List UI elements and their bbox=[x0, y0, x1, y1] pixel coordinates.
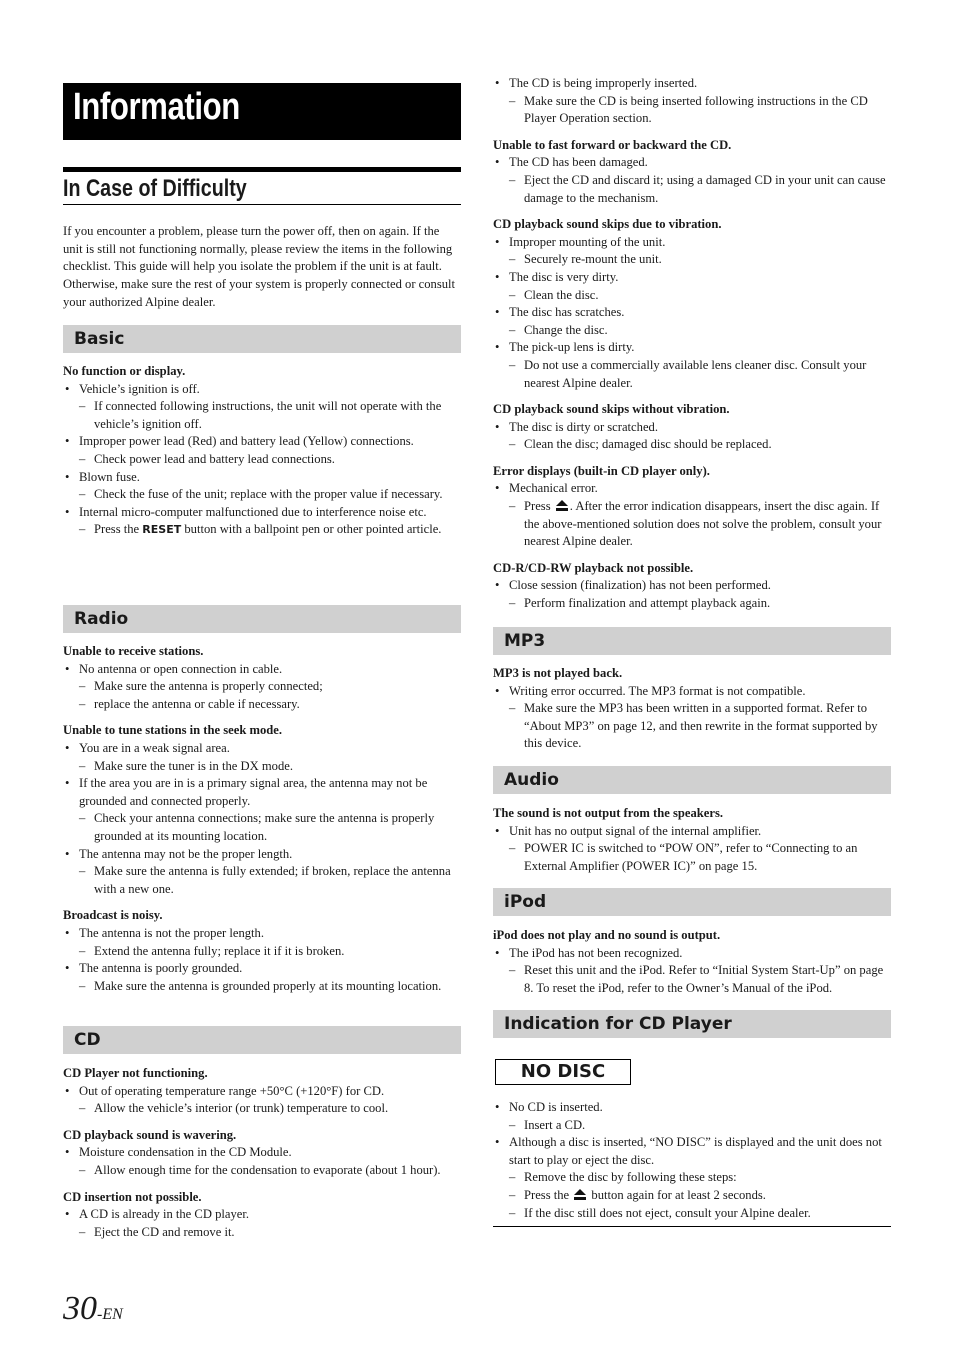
solution: – Extend the antenna fully; replace it if it is broken. bbox=[63, 943, 461, 961]
solution: – Check power lead and battery lead connections. bbox=[63, 451, 461, 469]
solution: – Make sure the MP3 has been written in a supported format. Refer to “About MP3” on page 12, and then rewrite in the format supported by this device. bbox=[493, 700, 891, 753]
cause: • No antenna or open connection in cable. bbox=[63, 661, 461, 679]
text: button with a ballpoint pen or other pointed article. bbox=[181, 522, 442, 537]
text: If the disc still does not eject, consult your Alpine dealer. bbox=[524, 1205, 811, 1220]
cd-block-left bbox=[63, 1065, 461, 1241]
heading-basic: Basic bbox=[63, 325, 461, 353]
heading-mp3: MP3 bbox=[493, 627, 891, 655]
question: CD-R/CD-RW playback not possible. bbox=[493, 560, 694, 575]
solution: – Securely re-mount the unit. bbox=[493, 251, 891, 269]
solution: – Make sure the antenna is properly connected; bbox=[63, 678, 461, 696]
radio-block bbox=[63, 643, 461, 995]
ipod-block bbox=[493, 927, 891, 997]
cause: • The disc is dirty or scratched. bbox=[493, 419, 891, 437]
solution bbox=[493, 498, 891, 551]
solution: – Make sure the antenna is fully extended; if broken, replace the antenna with a new one. bbox=[63, 863, 461, 898]
cause: • The CD has been damaged. bbox=[493, 154, 891, 172]
cause: • Improper mounting of the unit. bbox=[493, 234, 891, 252]
cause: • Vehicle’s ignition is off. bbox=[63, 381, 461, 399]
cause: • If the area you are in is a primary signal area, the antenna may not be grounded and connected properly. bbox=[63, 775, 461, 810]
solution: – Clean the disc; damaged disc should be replaced. bbox=[493, 436, 891, 454]
solution: – Allow enough time for the condensation to evaporate (about 1 hour). bbox=[63, 1162, 461, 1180]
heading-audio: Audio bbox=[493, 766, 891, 794]
question: Unable to receive stations. bbox=[63, 644, 204, 658]
cause: • The disc has scratches. bbox=[493, 304, 891, 322]
text: Press the bbox=[524, 1187, 573, 1202]
cause: • Writing error occurred. The MP3 format is not compatible. bbox=[493, 683, 891, 701]
solution: – Check your antenna connections; make sure the antenna is properly grounded at its mounting location. bbox=[63, 810, 461, 845]
text: . After the error indication disappears, insert the disc again. If the above-mentioned solution does not solve the problem, consult your nearest Alpine dealer. bbox=[524, 499, 882, 549]
solution: – If connected following instructions, the unit will not operate with the vehicle’s ignition off. bbox=[63, 398, 461, 433]
heading-ipod: iPod bbox=[493, 888, 891, 916]
question: CD insertion not possible. bbox=[63, 1189, 202, 1204]
question: MP3 is not played back. bbox=[493, 666, 623, 680]
cause: • Although a disc is inserted, “NO DISC” is displayed and the unit does not start to play or eject the disc. bbox=[493, 1134, 891, 1169]
cause: • The antenna is not the proper length. bbox=[63, 925, 461, 943]
question: CD Player not functioning. bbox=[63, 1066, 208, 1080]
basic-block bbox=[63, 363, 461, 539]
heading-cd: CD bbox=[63, 1026, 461, 1054]
cause: • The CD is being improperly inserted. bbox=[493, 75, 891, 93]
section-title-bar bbox=[63, 167, 461, 205]
question: Broadcast is noisy. bbox=[63, 908, 163, 923]
solution: – Change the disc. bbox=[493, 322, 891, 340]
solution: – Remove the disc by following these steps: bbox=[493, 1169, 891, 1187]
solution: – POWER IC is switched to “POW ON”, refer to “Connecting to an External Amplifier (POWER IC)” on page 15. bbox=[493, 840, 891, 875]
cd-block-right bbox=[493, 75, 891, 613]
solution: – Eject the CD and discard it; using a damaged CD in your unit can cause damage to the mechanism. bbox=[493, 172, 891, 207]
heading-radio: Radio bbox=[63, 605, 461, 633]
cause: • The disc is very dirty. bbox=[493, 269, 891, 287]
solution: – Do not use a commercially available lens cleaner disc. Consult your nearest Alpine dealer. bbox=[493, 357, 891, 392]
solution bbox=[63, 521, 461, 539]
question: Unable to fast forward or backward the CD. bbox=[493, 137, 732, 152]
solution-step bbox=[493, 1187, 891, 1205]
solution: – Check the fuse of the unit; replace with the proper value if necessary. bbox=[63, 486, 461, 504]
cause: • The iPod has not been recognized. bbox=[493, 945, 891, 963]
page-title: Information bbox=[73, 86, 240, 128]
cause: • A CD is already in the CD player. bbox=[63, 1206, 461, 1224]
cause: • Unit has no output signal of the internal amplifier. bbox=[493, 823, 891, 841]
question: Unable to tune stations in the seek mode. bbox=[63, 723, 283, 738]
text: Press the bbox=[94, 522, 143, 537]
mp3-block bbox=[493, 665, 891, 753]
solution: – Clean the disc. bbox=[493, 287, 891, 305]
no-disc-display: NO DISC bbox=[495, 1059, 631, 1085]
cause: • Close session (finalization) has not been performed. bbox=[493, 577, 891, 595]
cause: • Internal micro-computer malfunctioned due to interference noise etc. bbox=[63, 504, 461, 522]
solution: – Perform finalization and attempt playback again. bbox=[493, 595, 891, 613]
cause: • You are in a weak signal area. bbox=[63, 740, 461, 758]
eject-icon bbox=[556, 500, 568, 511]
audio-block bbox=[493, 805, 891, 875]
solution: – Make sure the tuner is in the DX mode. bbox=[63, 758, 461, 776]
solution-step bbox=[493, 1205, 891, 1223]
solution: – Allow the vehicle’s interior (or trunk) temperature to cool. bbox=[63, 1100, 461, 1118]
cause: • The antenna is poorly grounded. bbox=[63, 960, 461, 978]
cause: • The antenna may not be the proper length. bbox=[63, 846, 461, 864]
page-number-suffix: -EN bbox=[97, 1306, 123, 1323]
indication-block bbox=[493, 1099, 891, 1222]
cause: • Improper power lead (Red) and battery lead (Yellow) connections. bbox=[63, 433, 461, 451]
question: CD playback sound skips due to vibration. bbox=[493, 217, 722, 232]
cause: • Out of operating temperature range +50°C (+120°F) for CD. bbox=[63, 1083, 461, 1101]
text: Press bbox=[524, 499, 554, 514]
page-number bbox=[63, 1290, 123, 1328]
cause: • Blown fuse. bbox=[63, 469, 461, 487]
question: iPod does not play and no sound is output. bbox=[493, 928, 721, 942]
question: No function or display. bbox=[63, 364, 186, 378]
question: CD playback sound skips without vibration. bbox=[493, 402, 730, 417]
text: replace the antenna or cable if necessary. bbox=[94, 696, 300, 711]
section-title: In Case of Difficulty bbox=[63, 175, 247, 202]
solution: – Reset this unit and the iPod. Refer to “Initial System Start-Up” on page 8. To reset the iPod, refer to the Owner’s Manual of the iPod. bbox=[493, 962, 891, 997]
page-title-bar bbox=[63, 83, 461, 140]
cause: • No CD is inserted. bbox=[493, 1099, 891, 1117]
cause: • Moisture condensation in the CD Module. bbox=[63, 1144, 461, 1162]
reset-button-label: RESET bbox=[142, 523, 182, 537]
eject-icon bbox=[574, 1189, 586, 1200]
question: The sound is not output from the speakers. bbox=[493, 806, 723, 820]
solution: – Make sure the CD is being inserted following instructions in the CD Player Operation section. bbox=[493, 93, 891, 128]
question: CD playback sound is wavering. bbox=[63, 1127, 237, 1142]
solution-cont bbox=[63, 696, 461, 714]
question: Error displays (built-in CD player only). bbox=[493, 463, 710, 478]
solution: – Insert a CD. bbox=[493, 1117, 891, 1135]
cause: • Mechanical error. bbox=[493, 480, 891, 498]
intro-paragraph: If you encounter a problem, please turn the power off, then on again. If the unit is still not functioning normally, please review the items in the following checklist. This guide will help you isolate the problem if the unit is at fault. Otherwise, make sure the rest of your system is properly connected or consult your authorized Alpine dealer. bbox=[63, 224, 456, 309]
solution: – Eject the CD and remove it. bbox=[63, 1224, 461, 1242]
cause: • The pick-up lens is dirty. bbox=[493, 339, 891, 357]
end-rule bbox=[493, 1226, 891, 1227]
heading-indication: Indication for CD Player bbox=[493, 1010, 891, 1038]
text: button again for at least 2 seconds. bbox=[588, 1187, 766, 1202]
solution: – Make sure the antenna is grounded properly at its mounting location. bbox=[63, 978, 461, 996]
page-number-value: 30 bbox=[63, 1290, 97, 1327]
